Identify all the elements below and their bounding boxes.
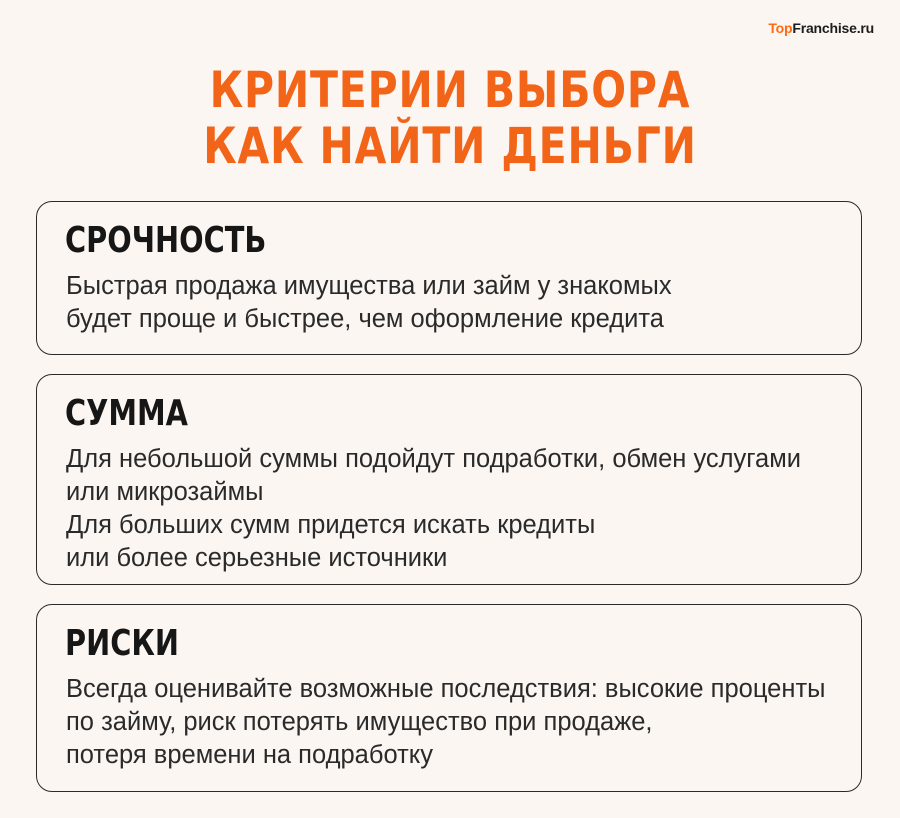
card-body-amount (66, 443, 851, 575)
brand-logo-franchise: Franchise.ru (792, 20, 874, 36)
page-title (81, 62, 819, 174)
page-title-line-2: КАК НАЙТИ ДЕНЬГИ (203, 117, 697, 175)
brand-logo (768, 20, 874, 36)
card-text-line: Для больших сумм придется искать кредиты (66, 511, 596, 539)
brand-logo-top: Top (768, 20, 793, 36)
card-text-line: Для небольшой суммы подойдут подработки, обмен услугами (66, 445, 801, 473)
card-risks (36, 604, 862, 792)
card-title-urgency: СРОЧНОСТЬ (65, 220, 267, 261)
card-amount (36, 374, 862, 585)
card-text-line: или микрозаймы (66, 478, 264, 506)
page-title-line-1: КРИТЕРИИ ВЫБОРА (209, 61, 691, 119)
card-body-risks (66, 673, 851, 772)
card-body-urgency (66, 270, 851, 336)
card-text-line: будет проще и быстрее, чем оформление кредита (66, 305, 664, 333)
card-text-line: Быстрая продажа имущества или займ у знакомых (66, 272, 672, 300)
card-text-line: потеря времени на подработку (66, 741, 433, 769)
card-text-line: по займу, риск потерять имущество при продаже, (66, 708, 653, 736)
card-urgency (36, 201, 862, 355)
card-text-line: Всегда оценивайте возможные последствия: высокие проценты (66, 675, 826, 703)
card-title-risks: РИСКИ (65, 623, 179, 664)
card-text-line: или более серьезные источники (66, 544, 448, 572)
card-title-amount: СУММА (65, 393, 188, 434)
